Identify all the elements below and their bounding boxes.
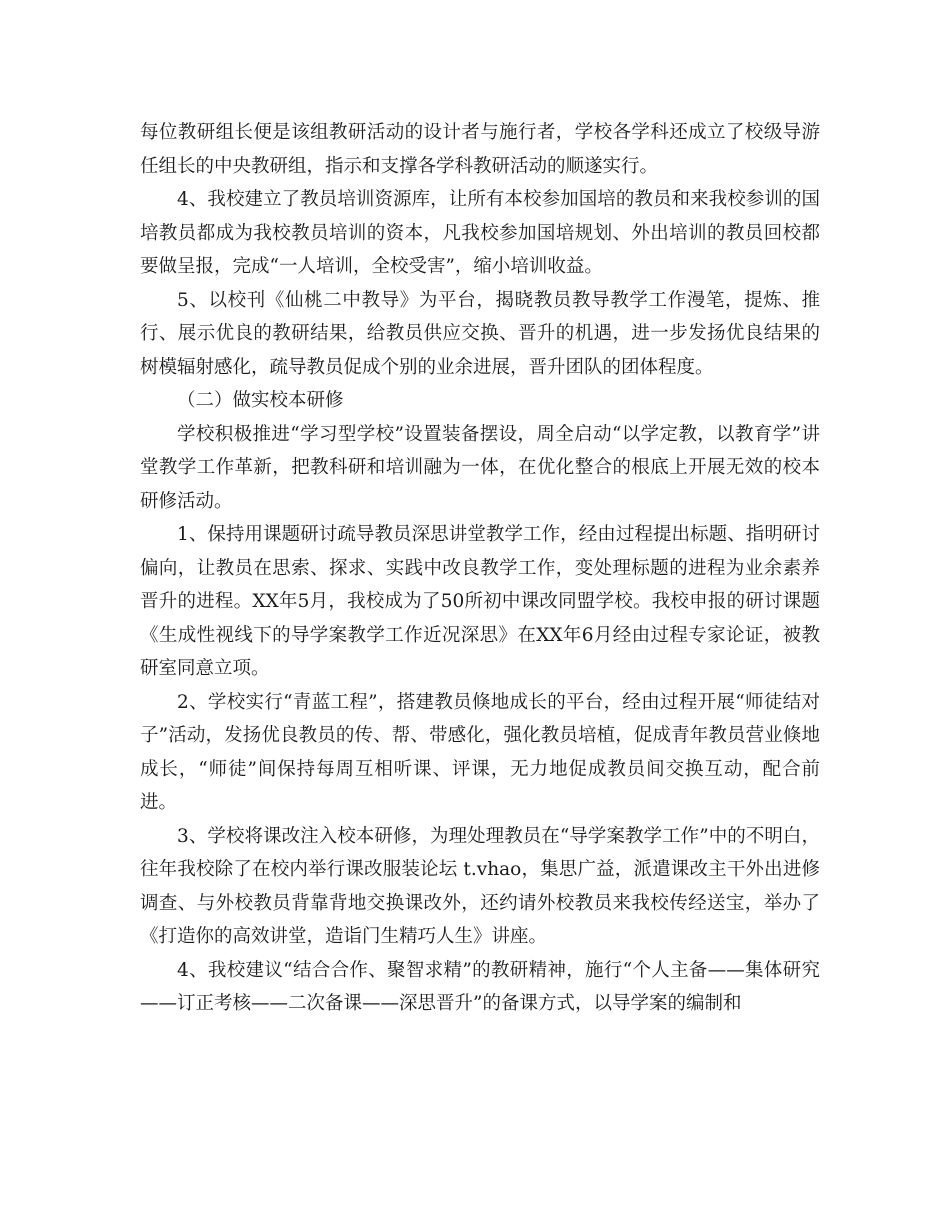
paragraph-item-5-school-journal: 5、以校刊《仙桃二中教导》为平台，揭晓教员教导教学工作漫笔，提炼、推行、展示优良的教研结果，给教员供应交换、晋升的机遇，进一步发扬优良结果的树模辐射感化，疏导教员促成个别的业余进展，晋升团队的团体程度。 (140, 289, 820, 378)
paragraph-item-4-resource-library: 4、我校建立了教员培训资源库，让所有本校参加国培的教员和来我校参训的国培教员都成为我校教员培训的资本，凡我校参加国培规划、外出培训的教员回校都要做呈报，完成“一人培训，全校受害”，缩小培训收益。 (140, 189, 820, 277)
paragraph-item-3-curriculum-reform: 3、学校将课改注入校本研修，为理处理教员在“导学案教学工作”中的不明白，往年我校除了在校内举行课改服装论坛 t.vhao，集思广益，派遣课改主干外出进修调查、与外校教员背靠背地交换课改外，还约请外校教员来我校传经送宝，举办了《打造你的高效讲堂，造诣门生精巧人生》讲座。 (140, 825, 820, 947)
section-heading-school-research: （二）做实校本研修 (177, 390, 344, 411)
paragraph-item-4-lesson-prep: 4、我校建议“结合合作、聚智求精”的教研精神，施行“个人主备——集体研究——订正考核——二次备课——深思晋升”的备课方式，以导学案的编制和 (140, 959, 820, 1014)
paragraph-item-2-qinglan-project: 2、学校实行“青蓝工程”，搭建教员倏地成长的平台，经由过程开展“师徒结对子”活动，发扬优良教员的传、帮、带感化，强化教员培植，促成青年教员营业倏地成长，“师徒”间保持每周互相听课、评课，无力地促成教员间交换互动，配合前进。 (140, 691, 820, 813)
paragraph-item-1-research-topics: 1、保持用课题研讨疏导教员深思讲堂教学工作，经由过程提出标题、指明研讨偏向，让教员在思索、探求、实践中改良教学工作，变处理标题的进程为业余素养晋升的进程。XX年5月，我校成为了50所初中课改同盟学校。我校申报的研讨课题《生成性视线下的导学案教学工作近况深思》在XX年6月经由过程专家论证，被教研室同意立项。 (140, 524, 820, 679)
document-body (140, 116, 820, 1021)
paragraph-continuation: 每位教研组长便是该组教研活动的设计者与施行者，学校各学科还成立了校级导游任组长的中央教研组，指示和支撑各学科教研活动的顺遂实行。 (140, 122, 820, 177)
paragraph-learning-school-intro: 学校积极推进“学习型学校”设置装备摆设，周全启动“以学定教，以教育学”讲堂教学工作革新，把教科研和培训融为一体，在优化整合的根底上开展无效的校本研修活动。 (140, 423, 820, 512)
